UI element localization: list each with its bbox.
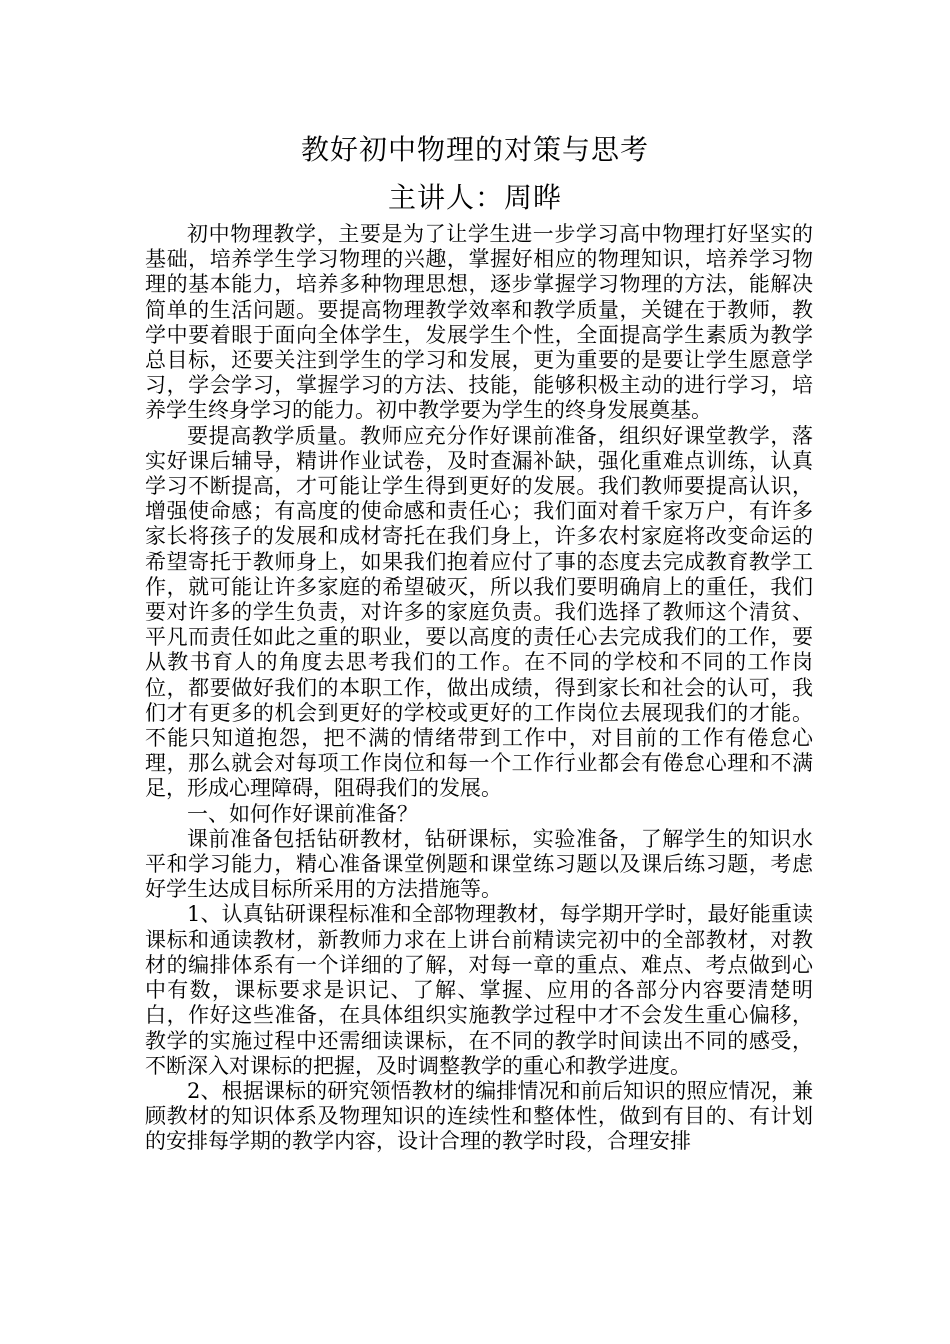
document-title: 教好初中物理的对策与思考 (300, 133, 649, 166)
paragraph-preparation: 课前准备包括钻研教材，钻研课标，实验准备，了解学生的知识水平和学习能力，精心准备课堂例题和课堂练习题以及课后练习题，考虑好学生达成目标所采用的方法措施等。 (145, 826, 813, 902)
paragraph-intro: 初中物理教学，主要是为了让学生进一步学习高中物理打好坚实的基础，培养学生学习物理的兴趣，掌握好相应的物理知识，培养学习物理的基本能力，培养多种物理思想，逐步掌握学习物理的方法，能解决简单的生活问题。要提高物理教学效率和教学质量，关键在于教师，教学中要着眼于面向全体学生，发展学生个性，全面提高学生素质为教学总目标，还要关注到学生的学习和发展，更为重要的是要让学生愿意学习，学会学习，掌握学习的方法、技能，能够积极主动的进行学习，培养学生终身学习的能力。初中教学要为学生的终身发展奠基。 (145, 222, 813, 423)
paragraph-item-2: 2、根据课标的研究领悟教材的编排情况和前后知识的照应情况，兼顾教材的知识体系及物理知识的连续性和整体性，做到有目的、有计划的安排每学期的教学内容，设计合理的教学时段，合理安排 (145, 1078, 813, 1154)
document-body (145, 222, 813, 1155)
section-heading-preparation: 一、如何作好课前准备？ (187, 801, 418, 826)
paragraph-item-1: 1、认真钻研课程标准和全部物理教材，每学期开学时，最好能重读课标和通读教材，新教师力求在上讲台前精读完初中的全部教材，对教材的编排体系有一个详细的了解，对每一章的重点、难点、考点做到心中有数，课标要求是识记、了解、掌握、应用的各部分内容要清楚明白，作好这些准备，在具体组织实施教学过程中才不会发生重心偏移，教学的实施过程中还需细读课标，在不同的教学时间读出不同的感受，不断深入对课标的把握，及时调整教学的重心和教学进度。 (145, 902, 813, 1078)
speaker-line: 主讲人：周晔 (387, 181, 562, 214)
paragraph-teaching-quality: 要提高教学质量。教师应充分作好课前准备，组织好课堂教学，落实好课后辅导，精讲作业试卷，及时查漏补缺，强化重难点训练，认真学习不断提高，才可能让学生得到更好的发展。我们教师要提高认识，增强使命感；有高度的使命感和责任心；我们面对着千家万户，有许多家长将孩子的发展和成材寄托在我们身上，许多农村家庭将改变命运的希望寄托于教师身上，如果我们抱着应付了事的态度去完成教育教学工作，就可能让许多家庭的希望破灭，所以我们要明确肩上的重任，我们要对许多的学生负责，对许多的家庭负责。我们选择了教师这个清贫、平凡而责任如此之重的职业，要以高度的责任心去完成我们的工作，要从教书育人的角度去思考我们的工作。在不同的学校和不同的工作岗位，都要做好我们的本职工作，做出成绩，得到家长和社会的认可，我们才有更多的机会到更好的学校或更好的工作岗位去展现我们的才能。不能只知道抱怨，把不满的情绪带到工作中，对目前的工作有倦怠心理，那么就会对每项工作岗位和每一个工作行业都会有倦怠心理和不满足，形成心理障碍，阻碍我们的发展。 (145, 423, 813, 801)
